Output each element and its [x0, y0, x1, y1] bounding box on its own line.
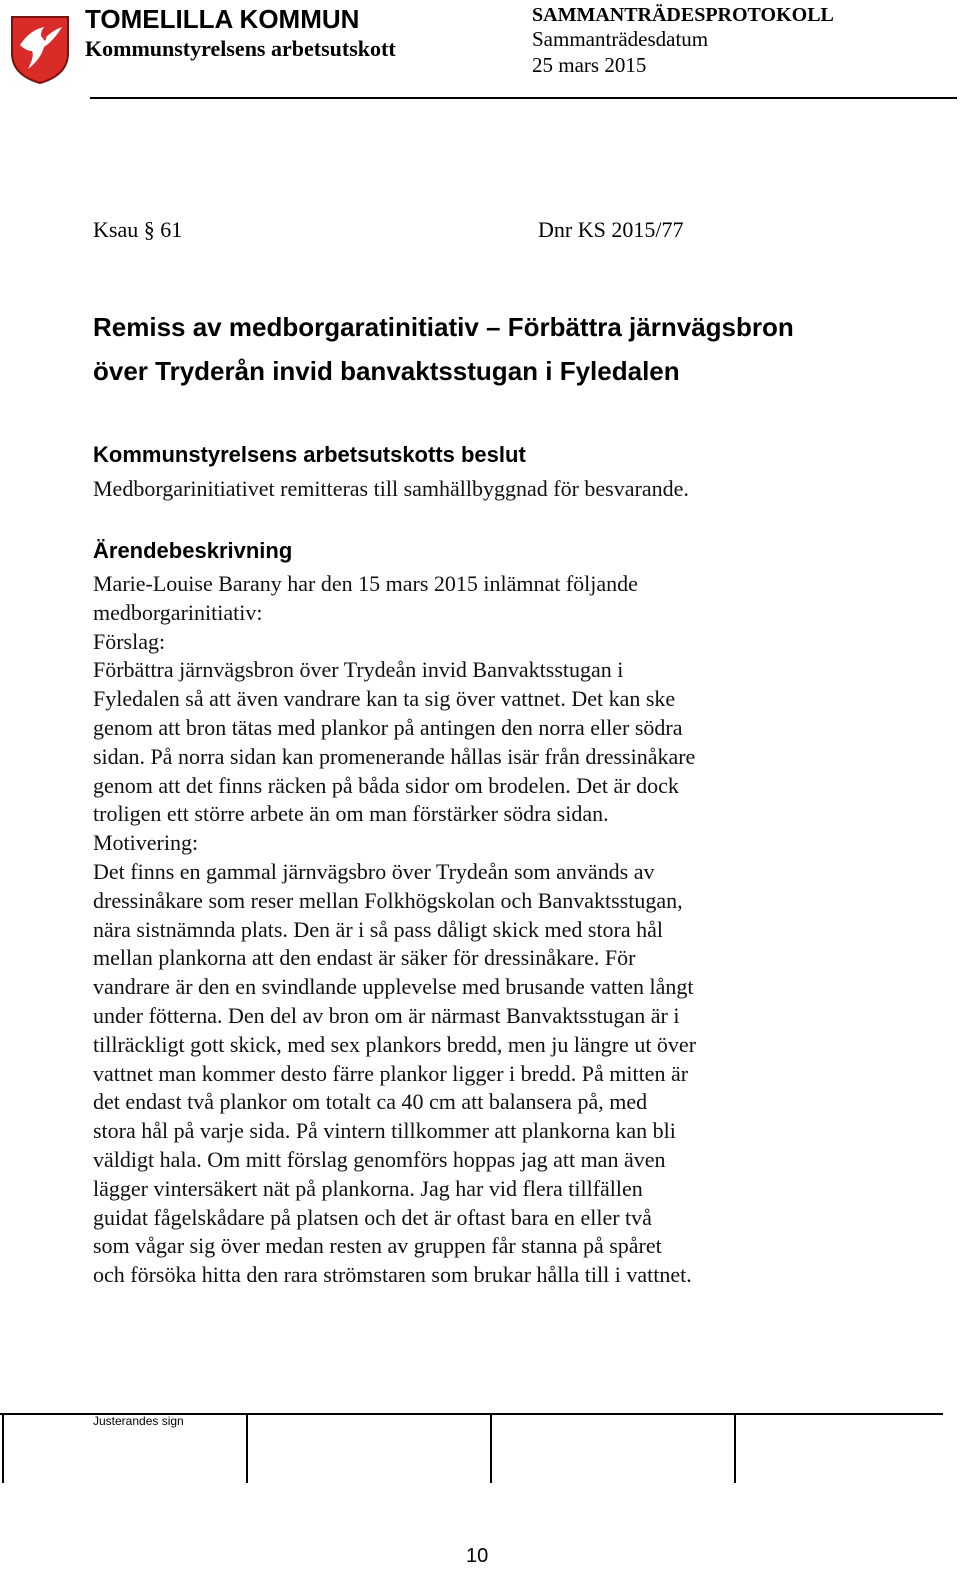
- description-line: Motivering:: [93, 830, 199, 856]
- document-title-line: över Tryderån invid banvaktsstugan i Fyledalen: [93, 356, 680, 386]
- organization-unit: Kommunstyrelsens arbetsutskott: [85, 36, 396, 61]
- meeting-date-label: Sammanträdesdatum: [532, 27, 709, 51]
- description-line: väldigt hala. Om mitt förslag genomförs hoppas jag att man även: [93, 1146, 666, 1172]
- description-line: lägger vintersäkert nät på plankorna. Jag har vid flera tillfällen: [93, 1175, 643, 1201]
- signature-box-divider: [490, 1413, 492, 1483]
- description-line: dressinåkare som reser mellan Folkhögskolan och Banvaktsstugan,: [93, 887, 683, 913]
- page-number: 10: [466, 1545, 489, 1567]
- description-line: Fyledalen så att även vandrare kan ta sig över vattnet. Det kan ske: [93, 686, 676, 712]
- header-divider: [90, 97, 957, 99]
- document-title: [93, 305, 943, 393]
- description-line: under fötterna. Den del av bron om är närmast Banvaktsstugan är i: [93, 1002, 680, 1028]
- description-line: och försöka hitta den rara strömstaren som brukar hålla till i vattnet.: [93, 1262, 692, 1288]
- description-line: sidan. På norra sidan kan promenerande hållas isär från dressinåkare: [93, 743, 696, 769]
- decision-heading: Kommunstyrelsens arbetsutskotts beslut: [93, 442, 526, 467]
- case-number: Dnr KS 2015/77: [538, 217, 684, 242]
- description-line: genom att det finns räcken på båda sidor om brodelen. Det är dock: [93, 772, 679, 798]
- signature-box-divider: [2, 1413, 4, 1483]
- signature-box-divider: [246, 1413, 248, 1483]
- protocol-title: SAMMANTRÄDESPROTOKOLL: [532, 4, 834, 26]
- description-line: tillräckligt gott skick, med sex plankors bredd, men ju längre ut över: [93, 1031, 697, 1057]
- document-title-line: Remiss av medborgaratinitiativ – Förbättra järnvägsbron: [93, 312, 794, 342]
- description-line: som vågar sig över medan resten av gruppen får stanna på spåret: [93, 1233, 662, 1259]
- description-line: genom att bron tätas med plankor på antingen den norra eller södra: [93, 714, 683, 740]
- description-line: troligen ett större arbete än om man förstärker södra sidan.: [93, 801, 609, 827]
- description-line: Förslag:: [93, 628, 166, 654]
- paragraph-reference: Ksau § 61: [93, 217, 183, 242]
- description-line: vandrare är den en svindlande upplevelse med brusande vatten långt: [93, 974, 694, 1000]
- description-line: mellan plankorna att den endast är säker för dressinåkare. För: [93, 945, 636, 971]
- tomelilla-coat-of-arms-icon: [10, 15, 70, 85]
- description-line: nära sistnämnda plats. Den är i så pass dåligt skick med stora hål: [93, 916, 664, 942]
- description-line: Marie-Louise Barany har den 15 mars 2015 inlämnat följande: [93, 571, 638, 596]
- description-line: guidat fågelskådare på platsen och det är oftast bara en eller två: [93, 1204, 652, 1230]
- description-line: Det finns en gammal järnvägsbro över Trydeån som används av: [93, 858, 655, 884]
- signature-box-divider: [734, 1413, 736, 1483]
- decision-text: Medborgarinitiativet remitteras till samhällbyggnad för besvarande.: [93, 476, 689, 501]
- description-line: vattnet man kommer desto färre plankor ligger i bredd. På mitten är: [93, 1060, 689, 1086]
- description-heading: Ärendebeskrivning: [93, 538, 293, 563]
- meeting-date-value: 25 mars 2015: [532, 53, 647, 77]
- description-body: [93, 570, 696, 1290]
- description-line: det endast två plankor om totalt ca 40 cm att balansera på, med: [93, 1089, 648, 1115]
- description-line: Förbättra järnvägsbron över Trydeån invid Banvaktsstugan i: [93, 657, 624, 683]
- signature-label: Justerandes sign: [93, 1414, 184, 1428]
- description-line: stora hål på varje sida. På vintern tillkommer att plankorna kan bli: [93, 1118, 676, 1144]
- organization-name: TOMELILLA KOMMUN: [85, 4, 360, 34]
- description-line: medborgarinitiativ:: [93, 599, 263, 625]
